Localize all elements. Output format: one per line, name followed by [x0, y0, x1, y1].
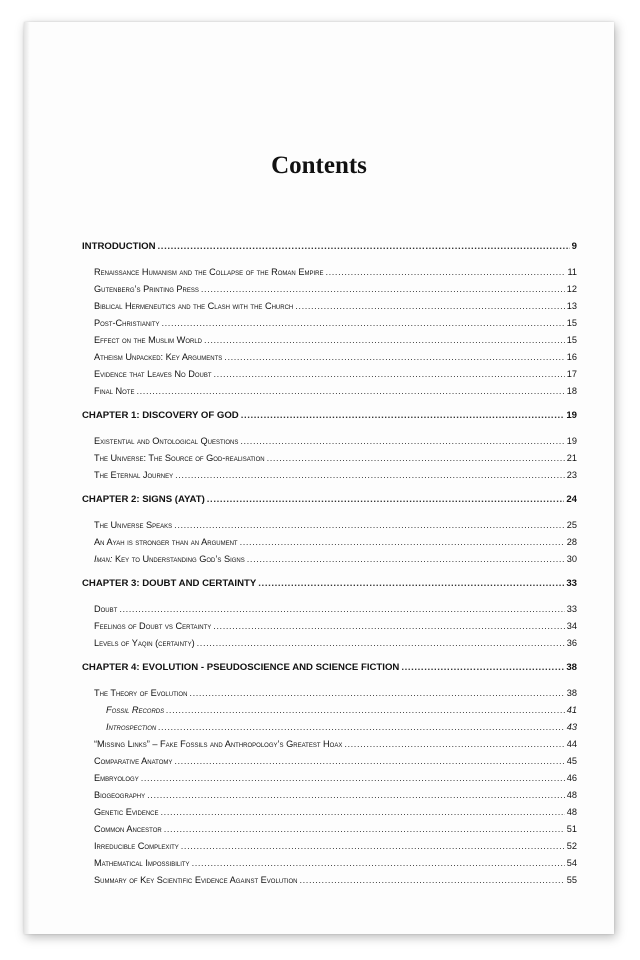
toc-entry-title: Irreducible Complexity	[94, 841, 179, 851]
toc-page-number: 16	[566, 352, 577, 362]
toc-page-number: 45	[566, 756, 577, 766]
toc-page-number: 30	[566, 554, 577, 564]
toc-entry-title: Feelings of Doubt vs Certainty	[94, 621, 212, 631]
dot-leader	[295, 300, 565, 312]
toc-page-number: 13	[566, 301, 577, 311]
toc-page-number: 9	[571, 241, 577, 252]
toc-page-number: 38	[566, 688, 577, 698]
toc-section-entry	[82, 701, 577, 718]
dot-leader	[401, 662, 564, 674]
toc-section-entry	[82, 280, 577, 297]
toc-section-entry	[82, 854, 577, 871]
toc-section-entry	[82, 550, 577, 567]
toc-section-entry	[82, 449, 577, 466]
toc-section-entry	[82, 331, 577, 348]
toc-page-number: 11	[567, 267, 577, 277]
dot-leader	[241, 410, 565, 422]
toc-section-entry	[82, 786, 577, 803]
chapter-spacer	[82, 592, 577, 600]
toc-entry-title: CHAPTER 4: EVOLUTION - PSEUDOSCIENCE AND SCIENCE FICTION	[82, 662, 400, 673]
toc-entry-title: Genetic Evidence	[94, 807, 159, 817]
toc-section-entry	[82, 297, 577, 314]
dot-leader	[158, 241, 570, 253]
toc-section-entry	[82, 533, 577, 550]
toc-section-entry	[82, 735, 577, 752]
toc-entry-title: Existential and Ontological Questions	[94, 436, 239, 446]
toc-entry-title: CHAPTER 3: DOUBT AND CERTAINTY	[82, 578, 257, 589]
toc-page-number: 24	[566, 494, 577, 505]
toc-entry-title: The Universe: The Source of God-realisation	[94, 453, 265, 463]
toc-section-entry	[82, 684, 577, 701]
dot-leader	[258, 578, 564, 590]
toc-section-entry	[82, 516, 577, 533]
toc-page-number: 54	[566, 858, 577, 868]
toc-page-number: 17	[566, 369, 577, 379]
toc-page-number: 33	[566, 578, 577, 589]
dot-leader	[325, 266, 565, 278]
chapter-spacer	[82, 255, 577, 263]
dot-leader	[136, 385, 564, 397]
toc-entry-title: CHAPTER 2: SIGNS (AYAT)	[82, 494, 205, 505]
toc-entry-title: Final Note	[94, 386, 135, 396]
toc-entry-title: Comparative Anatomy	[94, 756, 173, 766]
toc-entry-title: Summary of Key Scientific Evidence Against Evolution	[94, 875, 298, 885]
toc-entry-title: Biblical Hermeneutics and the Clash with the Church	[94, 301, 294, 311]
toc-entry-title: Effect on the Muslim World	[94, 335, 203, 345]
dot-leader	[166, 704, 565, 716]
dot-leader	[174, 519, 565, 531]
table-of-contents	[82, 238, 577, 888]
toc-page-number: 38	[566, 662, 577, 673]
toc-entry-title: Mathematical Impossibility	[94, 858, 190, 868]
toc-entry-title: CHAPTER 1: DISCOVERY OF GOD	[82, 410, 239, 421]
toc-page-number: 36	[566, 638, 577, 648]
dot-leader	[224, 351, 564, 363]
dot-leader	[201, 283, 565, 295]
toc-section-entry	[82, 314, 577, 331]
toc-entry-title: “Missing Links” – Fake Fossils and Anthropology’s Greatest Hoax	[94, 739, 343, 749]
toc-page-number: 28	[566, 537, 577, 547]
dot-leader	[141, 772, 565, 784]
dot-leader	[192, 857, 565, 869]
dot-leader	[119, 603, 564, 615]
toc-page-number: 33	[566, 604, 577, 614]
dot-leader	[204, 334, 565, 346]
toc-page-number: 48	[566, 790, 577, 800]
toc-chapter-entry	[82, 659, 577, 676]
toc-section-entry	[82, 432, 577, 449]
toc-section-entry	[82, 348, 577, 365]
toc-section-entry	[82, 871, 577, 888]
toc-entry-title: Evidence that Leaves No Doubt	[94, 369, 212, 379]
toc-page-number: 21	[566, 453, 577, 463]
toc-section-entry	[82, 820, 577, 837]
toc-page-number: 19	[566, 436, 577, 446]
book-page	[24, 22, 614, 934]
toc-page-number: 46	[566, 773, 577, 783]
toc-section-entry	[82, 382, 577, 399]
toc-section-entry	[82, 752, 577, 769]
toc-entry-title: Iman: Key to Understanding God’s Signs	[94, 554, 245, 564]
page-title: Contents	[271, 152, 367, 179]
toc-section-entry	[82, 617, 577, 634]
toc-page-number: 12	[566, 284, 577, 294]
toc-page-number: 44	[566, 739, 577, 749]
toc-chapter-entry	[82, 407, 577, 424]
dot-leader	[162, 317, 565, 329]
toc-chapter-entry	[82, 491, 577, 508]
dot-leader	[161, 806, 565, 818]
toc-entry-title: An Ayah is stronger than an Argument	[94, 537, 238, 547]
dot-leader	[181, 840, 565, 852]
toc-entry-title: Renaissance Humanism and the Collapse of the Roman Empire	[94, 267, 324, 277]
chapter-spacer	[82, 676, 577, 684]
dot-leader	[207, 494, 565, 506]
toc-entry-title: Biogeography	[94, 790, 146, 800]
toc-page-number: 25	[566, 520, 577, 530]
chapter-spacer	[82, 424, 577, 432]
toc-entry-title: Introspection	[106, 722, 157, 732]
dot-leader	[267, 452, 565, 464]
toc-page-number: 41	[566, 705, 577, 715]
toc-section-entry	[82, 769, 577, 786]
toc-chapter-entry	[82, 575, 577, 592]
dot-leader	[164, 823, 565, 835]
toc-page-number: 15	[566, 318, 577, 328]
dot-leader	[175, 469, 565, 481]
dot-leader	[240, 435, 564, 447]
toc-entry-title: Fossil Records	[106, 705, 165, 715]
toc-page-number: 48	[566, 807, 577, 817]
dot-leader	[299, 874, 564, 886]
toc-page-number: 18	[566, 386, 577, 396]
toc-section-entry	[82, 837, 577, 854]
toc-section-entry	[82, 803, 577, 820]
toc-page-number: 51	[566, 824, 577, 834]
dot-leader	[197, 637, 565, 649]
dot-leader	[344, 738, 564, 750]
toc-entry-title: The Universe Speaks	[94, 520, 173, 530]
dot-leader	[213, 620, 565, 632]
toc-section-entry	[82, 718, 577, 735]
toc-entry-title: Levels of Yaqin (certainty)	[94, 638, 195, 648]
toc-entry-title: Doubt	[94, 604, 118, 614]
dot-leader	[189, 687, 564, 699]
toc-page-number: 43	[566, 722, 577, 732]
toc-entry-title: Atheism Unpacked: Key Arguments	[94, 352, 223, 362]
toc-entry-title: Post-Christianity	[94, 318, 160, 328]
dot-leader	[158, 721, 565, 733]
toc-section-entry	[82, 634, 577, 651]
dot-leader	[214, 368, 565, 380]
toc-page-number: 19	[566, 410, 577, 421]
toc-section-entry	[82, 466, 577, 483]
dot-leader	[240, 536, 565, 548]
toc-page-number: 23	[566, 470, 577, 480]
toc-entry-title: Embryology	[94, 773, 139, 783]
toc-page-number: 52	[566, 841, 577, 851]
toc-page-number: 15	[566, 335, 577, 345]
toc-entry-title: The Theory of Evolution	[94, 688, 188, 698]
toc-section-entry	[82, 600, 577, 617]
dot-leader	[247, 553, 565, 565]
chapter-spacer	[82, 508, 577, 516]
toc-entry-title: INTRODUCTION	[82, 241, 156, 252]
toc-chapter-entry	[82, 238, 577, 255]
dot-leader	[174, 755, 564, 767]
toc-page-number: 55	[566, 875, 577, 885]
toc-page-number: 34	[566, 621, 577, 631]
dot-leader	[147, 789, 565, 801]
toc-entry-title: Gutenberg’s Printing Press	[94, 284, 199, 294]
toc-section-entry	[82, 263, 577, 280]
toc-entry-title: Common Ancestor	[94, 824, 162, 834]
toc-section-entry	[82, 365, 577, 382]
toc-entry-title: The Eternal Journey	[94, 470, 174, 480]
